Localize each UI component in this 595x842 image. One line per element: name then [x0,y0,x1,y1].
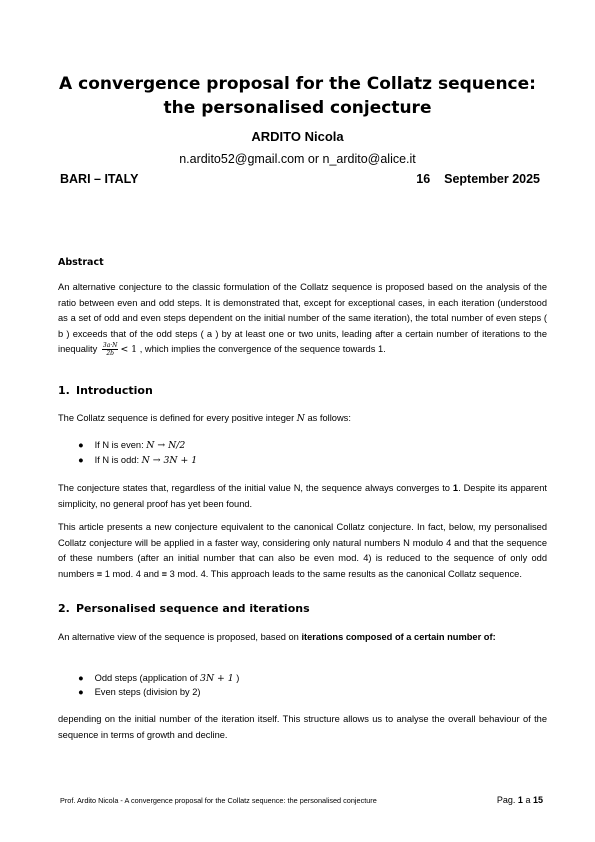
section-1-para-1-before: The conjecture states that, regardless of the initial value N, the sequence always converges to [58,483,450,493]
section-1-intro-var: N [296,413,305,424]
abstract-text-before: An alternative conjecture to the classic formulation of the Collatz sequence is proposed based on the analysis of the ratio between even and odd steps. It is demonstrated that, except for exceptional cases, in each iteration (understood as a set of odd and even steps dependent on the initial number of the same iteration), the total number of even steps ( b ) exceeds that of the odd steps ( a ) by at least one or two units, leading after a certain number of iterations to the inequality [58,282,547,355]
section-1-intro [58,411,547,427]
bullet-odd-text: If N is odd: [94,455,142,465]
inequality-relation: < 1 [120,344,138,356]
bullet-even-steps [78,687,201,697]
abstract-heading: Abstract [58,257,104,268]
bullet-dot: ● [78,687,84,697]
page-separator: a [525,795,531,805]
page-current: 1 [517,795,523,805]
inequality-fraction [102,342,119,357]
section-1-para-1 [58,481,547,512]
author-name: ARDITO Nicola [251,129,344,144]
section-1-para-1-bold: 1 [452,483,459,493]
section-2-para: depending on the initial number of the iteration itself. This structure allows us to analyse the overall behaviour of the sequence in terms of growth and decline. [58,714,547,740]
section-2-title: Personalised sequence and iterations [76,602,310,615]
page-prefix: Pag. [496,795,516,805]
abstract-text [58,280,547,358]
footer-text: Prof. Ardito Nicola - A convergence proposal for the Collatz sequence: the personalised conjecture [60,796,377,805]
author-emails: n.ardito52@gmail.com or n_ardito@alice.it [179,152,416,166]
bullet-odd-math: N → 3N + 1 [141,455,198,466]
section-1-para-2: This article presents a new conjecture equivalent to the canonical Collatz conjecture. In fact, below, my personalised Collatz conjecture will be applied in a faster way, considering only natural numbers N modulo 4 and that the sequence of these numbers (after an initial number that can also be even mod. 4) is reduced to the sequence of only odd numbers ≡ 1 mod. 4 and ≡ 3 mod. 4. This approach leads to the same results as the canonical Collatz sequence. [58,522,547,579]
section-2-heading [58,602,310,615]
title-line-1: A convergence proposal for the Collatz sequence: [59,74,536,94]
bullet-odd-steps-text: Odd steps (application of [94,673,201,683]
abstract-text-after: , which implies the convergence of the sequence towards 1. [139,344,386,355]
section-1-intro-before: The Collatz sequence is defined for every positive integer [58,413,295,423]
bullet-odd-steps [78,673,239,684]
bullet-even-steps-text: Even steps (division by 2) [94,687,201,697]
section-1-title: Introduction [76,384,153,397]
bullet-dot: ● [78,440,84,450]
date-month-year: September 2025 [444,172,540,186]
bullet-even [78,440,185,451]
bullet-even-math: N → N/2 [146,440,186,451]
bullet-dot: ● [78,673,84,683]
date-day: 16 [416,172,431,186]
bullet-odd [78,455,197,466]
section-2-intro [58,630,547,646]
page-total: 15 [532,795,543,805]
section-2-intro-before: An alternative view of the sequence is proposed, based on [58,632,299,642]
bullet-odd-steps-tail: ) [233,673,240,683]
date [416,172,540,186]
section-1-heading [58,384,153,397]
location: BARI – ITALY [60,172,139,186]
bullet-even-text: If N is even: [94,440,147,450]
bullet-dot: ● [78,455,84,465]
section-1-para-1-after: . Despite its apparent simplicity, no general proof has yet been found. [58,483,547,509]
fraction-numerator: 3a·N [102,342,118,350]
bullet-odd-steps-math: 3N + 1 [200,673,234,684]
section-2-intro-bold: iterations composed of a certain number of: [301,632,496,642]
section-1-intro-after: as follows: [307,413,351,423]
fraction-denominator: 2b [106,350,114,358]
title-line-2: the personalised conjecture [163,98,432,118]
page-number [497,795,543,805]
section-1-number: 1. [58,384,70,397]
section-2-number: 2. [58,602,70,615]
